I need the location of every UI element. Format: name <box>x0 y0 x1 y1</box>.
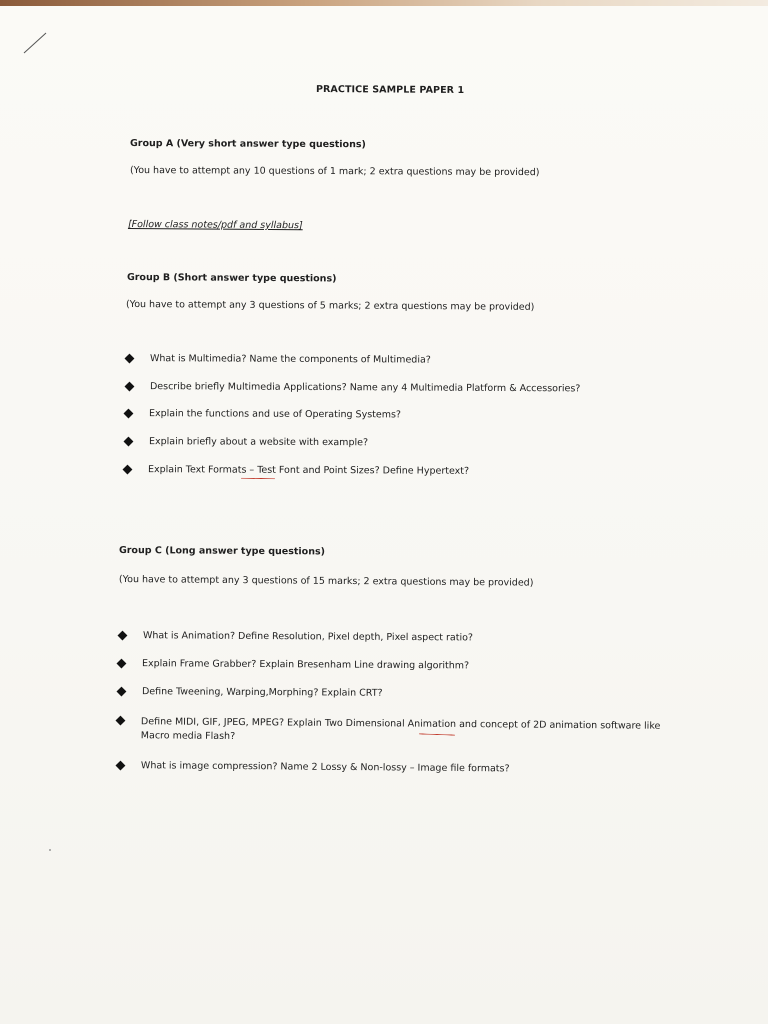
pen-underline-mark <box>241 478 275 480</box>
paper-top-edge <box>0 0 768 6</box>
group-a-heading: Group A (Very short answer type questions) <box>129 138 366 151</box>
bullet-diamond-icon <box>116 716 126 726</box>
bullet-diamond-icon <box>123 465 133 475</box>
question-text: Define MIDI, GIF, JPEG, MPEG? Explain Two Dimensional Animation and concept of 2D animation software like Macro media Flash? <box>140 716 661 743</box>
bullet-diamond-icon <box>124 437 134 447</box>
question-text: What is image compression? Name 2 Lossy & Non-lossy – Image file formats? <box>140 760 510 775</box>
question-text: Explain briefly about a website with example? <box>148 436 369 449</box>
group-b-instruction: (You have to attempt any 3 questions of 5 marks; 2 extra questions may be provided) <box>125 299 535 313</box>
bullet-diamond-icon <box>117 687 127 697</box>
bullet-diamond-icon <box>124 409 134 419</box>
paper-speck <box>49 849 51 851</box>
bullet-diamond-icon <box>116 761 126 771</box>
question-text: Explain Frame Grabber? Explain Bresenham Line drawing algorithm? <box>141 658 470 672</box>
question-text: Describe briefly Multimedia Applications? Name any 4 Multimedia Platform & Accessories? <box>149 381 581 395</box>
question-text: Explain the functions and use of Operating Systems? <box>148 408 402 421</box>
group-b-heading: Group B (Short answer type questions) <box>126 272 337 285</box>
bullet-diamond-icon <box>117 659 127 669</box>
group-c-instruction: (You have to attempt any 3 questions of 15 marks; 2 extra questions may be provided) <box>118 574 534 589</box>
bullet-diamond-icon <box>125 382 135 392</box>
group-a-note: [Follow class notes/pdf and syllabus] <box>127 219 303 232</box>
question-text: What is Multimedia? Name the components of Multimedia? <box>149 353 431 366</box>
pen-stroke-mark <box>0 0 60 60</box>
page-title: PRACTICE SAMPLE PAPER 1 <box>315 84 465 97</box>
group-a-instruction: (You have to attempt any 10 questions of 1 mark; 2 extra questions may be provided) <box>129 165 540 179</box>
bullet-diamond-icon <box>125 354 135 364</box>
question-text: Explain Text Formats – Test Font and Point Sizes? Define Hypertext? <box>147 464 470 477</box>
question-text: What is Animation? Define Resolution, Pixel depth, Pixel aspect ratio? <box>142 630 474 644</box>
group-c-heading: Group C (Long answer type questions) <box>118 545 326 558</box>
question-text: Define Tweening, Warping,Morphing? Explain CRT? <box>141 686 383 699</box>
bullet-diamond-icon <box>118 631 128 641</box>
